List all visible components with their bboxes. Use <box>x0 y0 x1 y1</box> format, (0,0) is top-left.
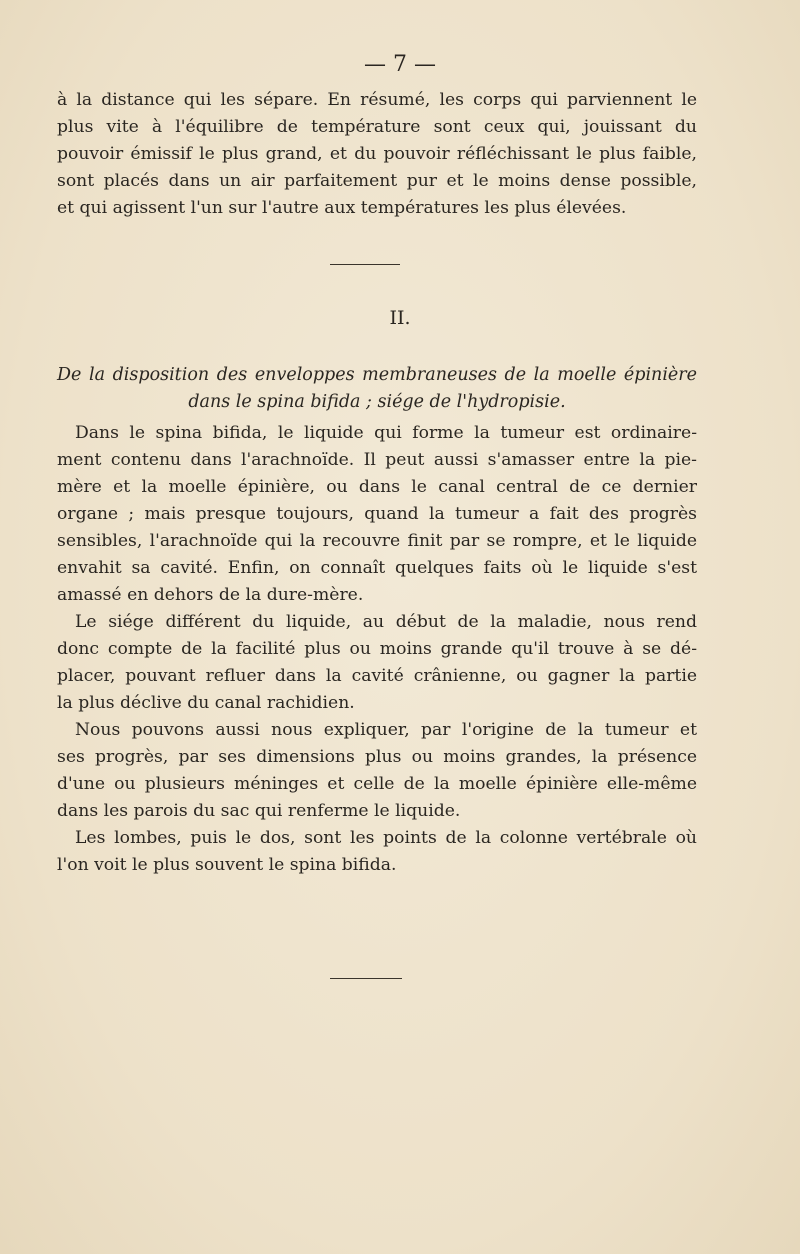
text-line: dans les parois du sac qui renferme le liquide. <box>57 801 461 821</box>
intro-paragraph <box>57 87 697 222</box>
text-line: à la distance qui les sépare. En résumé, les corps qui parviennent le <box>57 90 697 110</box>
text-line: pouvoir émissif le plus grand, et du pouvoir réfléchissant le plus faible, <box>57 144 697 164</box>
text-line: ment contenu dans l'arachnoïde. Il peut aussi s'amasser entre la pie- <box>57 450 697 470</box>
text-line: sont placés dans un air parfaitement pur et le moins dense possible, <box>57 171 697 191</box>
text-line: Dans le spina bifida, le liquide qui forme la tumeur est ordinaire- <box>75 423 697 443</box>
text-line: placer, pouvant refluer dans la cavité crânienne, ou gagner la partie <box>57 666 697 686</box>
text-line: amassé en dehors de la dure-mère. <box>57 585 364 605</box>
text-line: sensibles, l'arachnoïde qui la recouvre finit par se rompre, et le liquide <box>57 531 697 551</box>
body-text <box>57 420 697 879</box>
text-line: organe ; mais presque toujours, quand la tumeur a fait des progrès <box>57 504 697 524</box>
page-number: — 7 — <box>364 52 436 77</box>
section-divider <box>330 264 400 265</box>
text-line: mère et la moelle épinière, ou dans le canal central de ce dernier <box>57 477 697 497</box>
text-line: donc compte de la facilité plus ou moins grande qu'il trouve à se dé- <box>57 639 697 659</box>
end-divider <box>330 978 402 979</box>
section-title-line: dans le spina bifida ; siége de l'hydropisie. <box>188 392 566 412</box>
text-line: plus vite à l'équilibre de température sont ceux qui, jouissant du <box>57 117 697 137</box>
text-line: Nous pouvons aussi nous expliquer, par l'origine de la tumeur et <box>75 720 697 740</box>
text-line: l'on voit le plus souvent le spina bifida. <box>57 855 397 875</box>
text-line: Les lombes, puis le dos, sont les points de la colonne vertébrale où <box>75 828 697 848</box>
section-title <box>57 362 697 416</box>
section-number: II. <box>389 307 411 329</box>
text-line: Le siége différent du liquide, au début de la maladie, nous rend <box>75 612 697 632</box>
text-line: ses progrès, par ses dimensions plus ou moins grandes, la présence <box>57 747 697 767</box>
text-line: d'une ou plusieurs méninges et celle de la moelle épinière elle-même <box>57 774 697 794</box>
text-line: la plus déclive du canal rachidien. <box>57 693 355 713</box>
text-line: envahit sa cavité. Enfin, on connaît quelques faits où le liquide s'est <box>57 558 697 578</box>
text-line: et qui agissent l'un sur l'autre aux températures les plus élevées. <box>57 198 627 218</box>
section-title-line: De la disposition des enveloppes membraneuses de la moelle épinière <box>57 365 697 385</box>
